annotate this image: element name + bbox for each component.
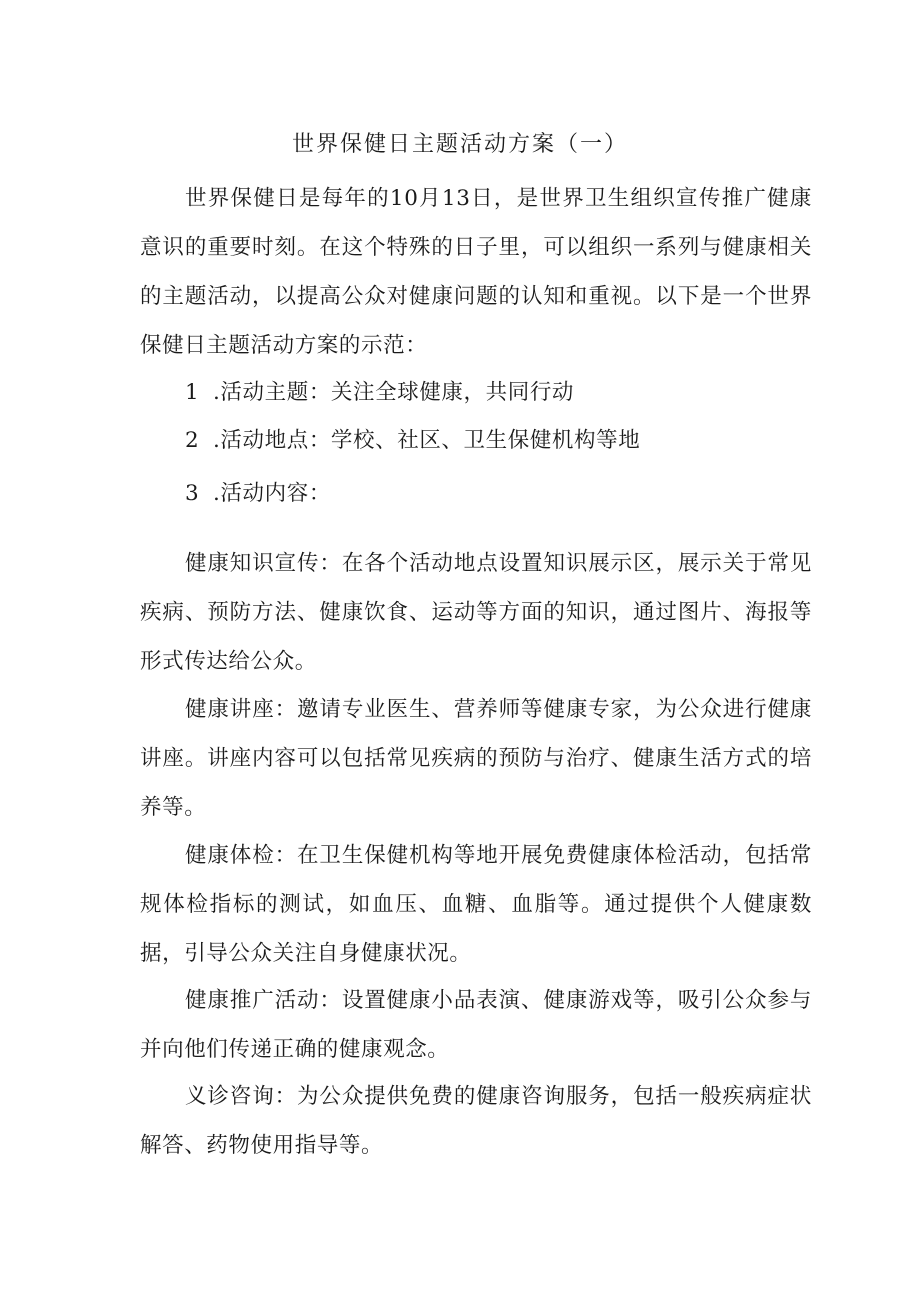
section-health-knowledge: 健康知识宣传：在各个活动地点设置知识展示区，展示关于常见疾病、预防方法、健康饮食、运动等方面的知识，通过图片、海报等形式传达给公众。 (140, 551, 812, 674)
document-title: 世界保健日主题活动方案（一） (291, 132, 628, 157)
list-item-text: .活动内容： (213, 481, 331, 506)
section-free-consultation: 义诊咨询：为公众提供免费的健康咨询服务，包括一般疾病症状解答、药物使用指导等。 (140, 1084, 812, 1158)
section-health-checkup: 健康体检：在卫生保健机构等地开展免费健康体检活动，包括常规体检指标的测试，如血压、血糖、血脂等。通过提供个人健康数据，引导公众关注自身健康状况。 (140, 843, 812, 966)
section-health-promotion: 健康推广活动：设置健康小品表演、健康游戏等，吸引公众参与并向他们传递正确的健康观念。 (140, 988, 812, 1062)
list-item-number: 3 (185, 481, 200, 506)
section-health-lecture: 健康讲座：邀请专业医生、营养师等健康专家，为公众进行健康讲座。讲座内容可以包括常见疾病的预防与治疗、健康生活方式的培养等。 (140, 697, 812, 820)
list-item-number: 1 (185, 380, 200, 405)
list-item-location (185, 424, 805, 458)
list-item-text: .活动主题：关注全球健康，共同行动 (213, 380, 575, 405)
intro-paragraph: 世界保健日是每年的10月13日，是世界卫生组织宣传推广健康意识的重要时刻。在这个特殊的日子里，可以组织一系列与健康相关的主题活动，以提高公众对健康问题的认知和重视。以下是一个世界保健日主题活动方案的示范： (140, 186, 812, 358)
list-item-theme (185, 376, 805, 410)
list-item-text: .活动地点：学校、社区、卫生保健机构等地 (213, 428, 641, 453)
list-item-number: 2 (185, 428, 200, 453)
list-item-content (185, 477, 805, 511)
